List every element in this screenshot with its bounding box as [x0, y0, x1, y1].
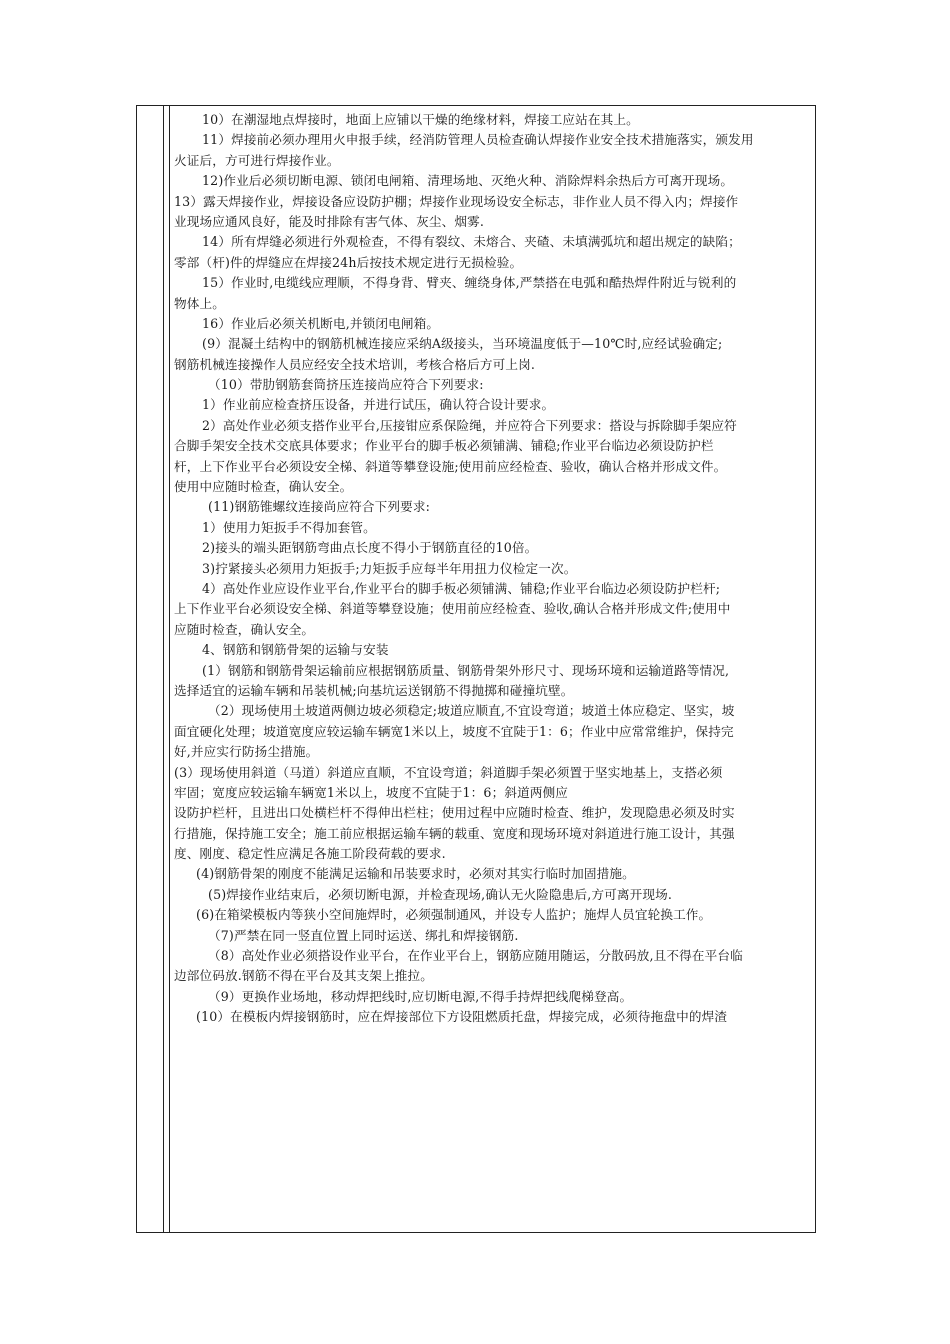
text-line: （2）现场使用土坡道两侧边坡必须稳定;坡道应顺直,不宜设弯道；坡道土体应稳定、坚实，坡 [208, 703, 735, 719]
text-line: (9）混凝土结构中的钢筋机械连接应采纳A级接头，当环境温度低于—10℃时,应经试验确定; [202, 336, 723, 352]
text-line: 16）作业后必须关机断电,并锁闭电闸箱。 [202, 315, 440, 331]
text-line: (4)钢筋骨架的刚度不能满足运输和吊装要求时，必须对其实行临时加固措施。 [196, 866, 635, 882]
text-line: 设防护栏杆，且进出口处横栏杆不得伸出栏柱；使用过程中应随时检查、维护，发现隐患必须及时实 [174, 805, 735, 821]
text-line: 10）在潮湿地点焊接时，地面上应铺以干燥的绝缘材料，焊接工应站在其上。 [202, 112, 639, 127]
text-line: （7)严禁在同一竖直位置上同时运送、绑扎和焊接钢筋. [208, 927, 519, 943]
text-line: (11)钢筋锥螺纹连接尚应符合下列要求: [208, 499, 431, 515]
text-line: 使用中应随时检查，确认安全。 [174, 479, 353, 495]
text-line: 11）焊接前必须办理用火申报手续，经消防管理人员检查确认焊接作业安全技术措施落实，颁发用 [202, 132, 754, 148]
text-line: （10）带肋钢筋套筒挤压连接尚应符合下列要求: [208, 377, 484, 393]
text-line: 4、钢筋和钢筋骨架的运输与安装 [202, 642, 389, 658]
text-line: 度、刚度、稳定性应满足各施工阶段荷载的要求. [174, 846, 446, 862]
text-line: 行措施，保持施工安全；施工前应根据运输车辆的载重、宽度和现场环境对斜道进行施工设计，其强 [174, 825, 735, 841]
text-line: 牢固；宽度应较运输车辆宽1米以上，坡度不宜陡于1：6；斜道两侧应 [174, 784, 569, 800]
text-line: 应随时检查，确认安全。 [174, 621, 315, 637]
text-line: 4）高处作业应设作业平台,作业平台的脚手板必须铺满、铺稳;作业平台临边必须设防护栏杆; [202, 580, 721, 596]
text-line: 15）作业时,电缆线应理顺，不得身背、臂夹、缠绕身体,严禁搭在电弧和酷热焊件附近与锐利的 [202, 275, 737, 291]
text-line: 好,并应实行防扬尘措施。 [174, 744, 319, 760]
table-column-divider [164, 106, 170, 1232]
text-line: 合脚手架安全技术交底具体要求；作业平台的脚手板必须铺满、铺稳;作业平台临边必须设防护栏 [174, 438, 714, 454]
text-line: 火证后，方可进行焊接作业。 [174, 152, 340, 168]
text-line: 物体上。 [174, 295, 225, 311]
text-line: 边部位码放.钢筋不得在平台及其支架上推拉。 [174, 968, 434, 984]
document-body [174, 110, 809, 1028]
text-line: 3)拧紧接头必须用力矩扳手;力矩扳手应每半年用扭力仪检定一次。 [202, 560, 577, 576]
text-line: 上下作业平台必须设安全梯、斜道等攀登设施；使用前应经检查、验收,确认合格并形成文件;使用中 [174, 601, 731, 617]
document-table [136, 105, 816, 1233]
text-line: 零部（杆)件的焊缝应在焊接24h后按技术规定进行无损检验。 [174, 254, 523, 270]
text-line: (10）在模板内焊接钢筋时，应在焊接部位下方设阻燃质托盘，焊接完成，必须待拖盘中的焊渣 [196, 1009, 728, 1025]
text-line: 钢筋机械连接操作人员应经安全技术培训，考核合格后方可上岗. [174, 356, 535, 372]
text-line: 选择适宜的运输车辆和吊装机械;向基坑运送钢筋不得抛掷和碰撞坑壁。 [174, 682, 574, 698]
text-line: 面宜硬化处理；坡道宽度应较运输车辆宽1米以上，坡度不宜陡于1：6；作业中应常常维护，保持完 [174, 723, 734, 739]
text-line: （9）更换作业场地，移动焊把线时,应切断电源,不得手持焊把线爬梯登高。 [208, 988, 633, 1004]
text-line: (3）现场使用斜道（马道）斜道应直顺，不宜设弯道；斜道脚手架必须置于坚实地基上，支搭必须 [174, 764, 723, 780]
text-line: 2)接头的端头距钢筋弯曲点长度不得小于钢筋直径的10倍。 [202, 540, 538, 556]
text-line: 14）所有焊缝必须进行外观检查，不得有裂纹、未熔合、夹碴、未填满弧坑和超出规定的缺陷； [202, 234, 741, 250]
text-line: 1）使用力矩扳手不得加套管。 [202, 519, 376, 535]
text-line: 杆，上下作业平台必须设安全梯、斜道等攀登设施;使用前应经检查、验收，确认合格并形成文件。 [174, 458, 727, 474]
text-line: 13）露天焊接作业，焊接设备应设防护棚；焊接作业现场设安全标志，非作业人员不得入内；焊接作 [174, 193, 739, 209]
text-line: 业现场应通风良好，能及时排除有害气体、灰尘、烟雾. [174, 213, 485, 229]
text-line: 2）高处作业必须支搭作业平台,压接钳应系保险绳，并应符合下列要求：搭设与拆除脚手架应符 [202, 417, 737, 433]
text-line: (1）钢筋和钢筋骨架运输前应根据钢筋质量、钢筋骨架外形尺寸、现场环境和运输道路等情况, [202, 662, 730, 678]
text-line: 1）作业前应检查挤压设备，并进行试压，确认符合设计要求。 [202, 397, 555, 413]
text-line: (5)焊接作业结束后，必须切断电源，并检查现场,确认无火险隐患后,方可离开现场. [208, 886, 673, 902]
text-line: (6)在箱梁模板内等狭小空间施焊时，必须强制通风，并设专人监护；施焊人员宜轮换工作。 [196, 907, 712, 923]
text-line: 12)作业后必须切断电源、锁闭电闸箱、清理场地、灭绝火种、消除焊料余热后方可离开现场。 [202, 173, 734, 189]
table-column-index [137, 106, 164, 1232]
text-line: （8）高处作业必须搭设作业平台，在作业平台上，钢筋应随用随运，分散码放,且不得在平台临 [208, 948, 743, 964]
